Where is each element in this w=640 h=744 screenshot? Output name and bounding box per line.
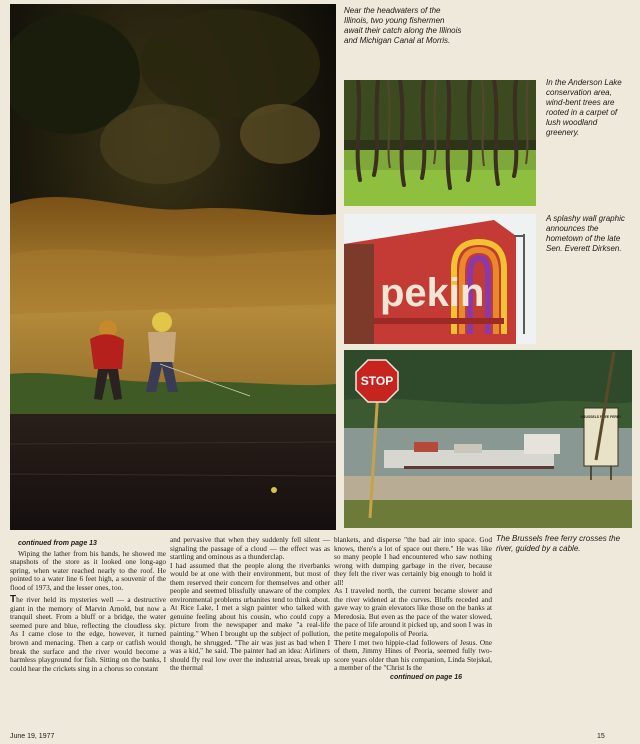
stop-sign-text: STOP xyxy=(360,374,394,388)
article-column-2 xyxy=(170,536,330,673)
article-paragraph: and pervasive that when they suddenly fell silent — signaling the passage of a cloud — the effect was as startling and ominous as a thunderclap. xyxy=(170,535,330,562)
photo-fishermen xyxy=(10,4,336,530)
caption-ferry: The Brussels free ferry crosses the river, guided by a cable. xyxy=(496,534,621,553)
caption-pekin: A splashy wall graphic announces the hometown of the late Sen. Everett Dirksen. xyxy=(546,214,625,253)
article-paragraph: There I met two hippie-clad followers of Jesus. One of them, Jimmy Hines of Peoria, seemed fully two-score years older than his companion, Linda Stejskal, a member of the "Christ Is the xyxy=(334,637,492,673)
article-paragraph: I had assumed that the people along the riverbanks would be at one with their environment, but most of them reserved their concern for themselves and other people and seemed blissfully unaware of the complex environmental problems urbanites tend to think about. At Rice Lake, I met a sign painter who talked with genuine feeling about his cousin, who could copy a picture from the newspaper and make "a real-life painting." When I brought up the subject of pollution, though, he shrugged. "The air was just as bad when I was a kid," he said. The painter had an idea: Airliners should fly real low over the industrial areas, break up the thermal xyxy=(170,560,330,673)
pekin-mural-text: pekin xyxy=(380,271,485,315)
caption-trees: In the Anderson Lake conservation area, wind-bent trees are rooted in a carpet of lush woodland greenery. xyxy=(546,78,622,137)
photo-pekin-wall xyxy=(344,214,536,344)
continued-on-note: continued on page 16 xyxy=(390,673,462,681)
article-paragraph: Wiping the lather from his hands, he showed me snapshots of the store as it looked one long-ago spring, when water reached nearly to the roof. He pointed to a water line 6 feet high, a souvenir of the flood of 1973, and the lesser ones, too. xyxy=(10,548,166,592)
ferry-sign-text: BRUSSELS FREE FERRY xyxy=(580,415,622,419)
article-paragraph: As I traveled north, the current became slower and the river widened at the curves. Bluffs receded and gave way to grain elevators like those on the banks at Meredosia. But even as the pace of the water slowed, the pace of life around it picked up, and soon I was in the petite megalopolis of Peoria. xyxy=(334,586,492,639)
article-paragraph-text: he river held its mysteries well — a destructive giant in the memory of Marvin Arnold, but now a tranquil sheet. From a bluff or a bridge, the water seemed pure and blue, reflecting the cloudless sky. As I came close to the edge, however, it turned brown and menacing. Then a carp or catfish would break the surface and the river would become a harmless playground for fish. Sitting on the banks, I could hear the crickets sing in a chorus so constant xyxy=(10,595,166,673)
article-paragraph xyxy=(10,596,166,673)
continued-from-note: continued from page 13 xyxy=(18,540,97,547)
issue-date: June 19, 1977 xyxy=(10,733,55,740)
article-column-3 xyxy=(334,536,492,682)
page-number: 15 xyxy=(597,733,605,740)
article-column-1 xyxy=(10,530,166,673)
photo-brussels-ferry xyxy=(344,350,632,528)
photo-anderson-lake-trees xyxy=(344,80,536,206)
drop-cap: T xyxy=(10,594,17,606)
caption-fishermen: Near the headwaters of the Illinois, two young fishermen await their catch along the Illinois and Michigan Canal at Morris. xyxy=(344,6,462,45)
article-paragraph: blankets, and disperse "the bad air into space. God knows, there's a lot of space out there." He was like so many people I had encountered who saw nothing wrong with dumping garbage in the river, because they felt the river was certainly big enough to hold it all! xyxy=(334,535,492,587)
